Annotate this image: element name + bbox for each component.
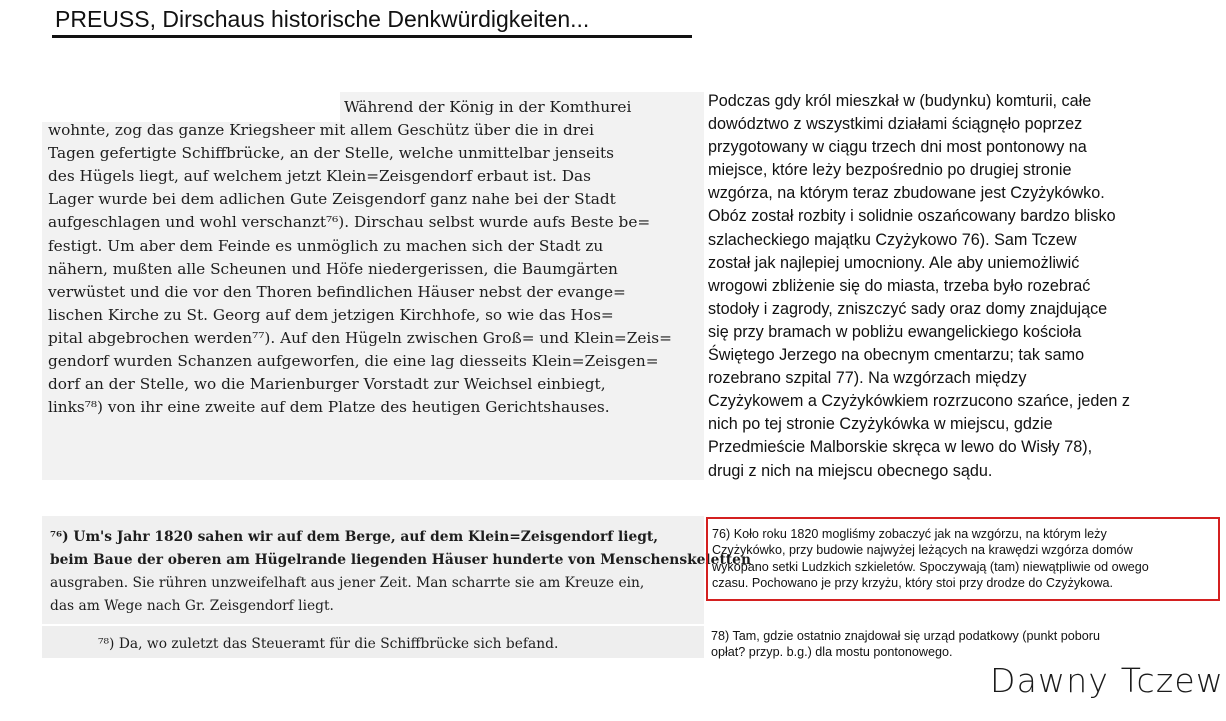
- translation-note-76-box: [706, 517, 1220, 601]
- original-line: nähern, mußten alle Scheunen und Höfe niedergerissen, die Baumgärten: [48, 259, 618, 278]
- footnote-line: ausgraben. Sie rühren unzweifelhaft aus jener Zeit. Man scharrte sie am Kreuze ein,: [50, 575, 645, 591]
- translation-line: Świętego Jerzego na obecnym cmentarzu; tak samo: [708, 346, 1085, 365]
- translation-line: Czyżykowem a Czyżykówkiem rozrzucono szańce, jeden z: [708, 392, 1130, 411]
- note-line: 76) Koło roku 1820 mogliśmy zobaczyć jak na wzgórzu, na którym leży: [712, 527, 1107, 541]
- footnote-line: beim Baue der oberen am Hügelrande liegenden Häuser hunderte von Menschenskeletten: [50, 552, 751, 568]
- original-line: Lager wurde bei dem adlichen Gute Zeisgendorf ganz nahe bei der Stadt: [48, 190, 616, 209]
- original-german-text: [48, 96, 698, 419]
- original-footnote-78: ⁷⁸) Da, wo zuletzt das Steueramt für die Schiffbrücke sich befand.: [98, 636, 559, 652]
- translation-line: Podczas gdy król mieszkał w (budynku) komturii, całe: [708, 92, 1092, 110]
- original-line: Während der König in der Komthurei: [344, 98, 632, 116]
- translation-line: miejsce, które leży bezpośrednio po drugiej stronie: [708, 161, 1072, 180]
- original-line: festigt. Um aber dem Feinde es unmöglich zu machen sich der Stadt zu: [48, 236, 604, 255]
- note-line: wykopano setki Ludzkich szkieletów. Spoczywają (tam) niewątpliwie od owego: [712, 559, 1149, 574]
- translation-line: wrogowi zbliżenie się do miasta, trzeba było rozebrać: [708, 276, 1091, 295]
- original-line: links⁷⁸) von ihr eine zweite auf dem Platze des heutigen Gerichtshauses.: [48, 398, 610, 417]
- translation-line: Obóz został rozbity i solidnie oszańcowany bardzo blisko: [708, 207, 1116, 226]
- footnote-line: das am Wege nach Gr. Zeisgendorf liegt.: [50, 598, 334, 614]
- note-line: 78) Tam, gdzie ostatnio znajdował się urząd podatkowy (punkt poboru: [711, 629, 1101, 643]
- translation-line: rozebrano szpital 77). Na wzgórzach między: [708, 369, 1027, 388]
- brand-watermark: Dawny Tczew: [990, 661, 1225, 700]
- polish-translation: [708, 90, 1223, 483]
- translation-line: drugi z nich na miejscu obecnego sądu.: [708, 461, 993, 480]
- note-line: Czyżykówko, przy budowie najwyżej leżących na krawędzi wzgórza domów: [712, 543, 1133, 558]
- translation-note-78: [711, 628, 1221, 661]
- original-line: aufgeschlagen und wohl verschanzt⁷⁶). Dirschau selbst wurde aufs Beste be=: [48, 213, 651, 232]
- original-line: lischen Kirche zu St. Georg auf dem jetzigen Kirchhofe, so wie das Hos=: [48, 305, 614, 324]
- original-line: Tagen gefertigte Schiffbrücke, an der Stelle, welche unmittelbar jenseits: [48, 144, 615, 163]
- translation-line: wzgórza, na którym teraz zbudowane jest Czyżykówko.: [708, 184, 1105, 203]
- original-footnote-76: [50, 526, 751, 618]
- original-line: des Hügels liegt, auf welchem jetzt Klein=Zeisgendorf erbaut ist. Das: [48, 167, 591, 186]
- note-line: czasu. Pochowano je przy krzyżu, który stoi przy drodze do Czyżykowa.: [712, 575, 1114, 590]
- translation-line: został jak najlepiej umocniony. Ale aby uniemożliwić: [708, 253, 1080, 272]
- document-title: PREUSS, Dirschaus historische Denkwürdigkeiten...: [55, 6, 590, 32]
- original-line: dorf an der Stelle, wo die Marienburger Vorstadt zur Weichsel einbiegt,: [48, 375, 606, 394]
- original-line: wohnte, zog das ganze Kriegsheer mit allem Geschütz über die in drei: [48, 121, 594, 140]
- translation-line: Przedmieście Malborskie skręca w lewo do Wisły 78),: [708, 438, 1093, 457]
- translation-line: się przy bramach w pobliżu ewangelickiego kościoła: [708, 322, 1082, 341]
- note-line: opłat? przyp. b.g.) dla mostu pontonowego.: [711, 645, 953, 660]
- translation-line: nich po tej stronie Czyżykówka w miejscu, gdzie: [708, 415, 1053, 434]
- footnote-line: ⁷⁶) Um's Jahr 1820 sahen wir auf dem Berge, auf dem Klein=Zeisgendorf liegt,: [50, 529, 659, 545]
- translation-line: dowództwo z wszystkimi działami ściągnęło poprzez: [708, 115, 1083, 134]
- original-line: verwüstet und die vor den Thoren befindlichen Häuser nebst der evange=: [48, 282, 626, 301]
- translation-line: szlacheckiego majątku Czyżykowo 76). Sam Tczew: [708, 230, 1077, 249]
- translation-line: przygotowany w ciągu trzech dni most pontonowy na: [708, 138, 1087, 157]
- title-underline: [52, 35, 692, 38]
- original-line: pital abgebrochen werden⁷⁷). Auf den Hügeln zwischen Groß= und Klein=Zeis=: [48, 328, 672, 347]
- translation-line: stodoły i zagrody, zniszczyć sady oraz domy znajdujące: [708, 299, 1108, 318]
- original-line: gendorf wurden Schanzen aufgeworfen, die eine lag diesseits Klein=Zeisgen=: [48, 352, 659, 371]
